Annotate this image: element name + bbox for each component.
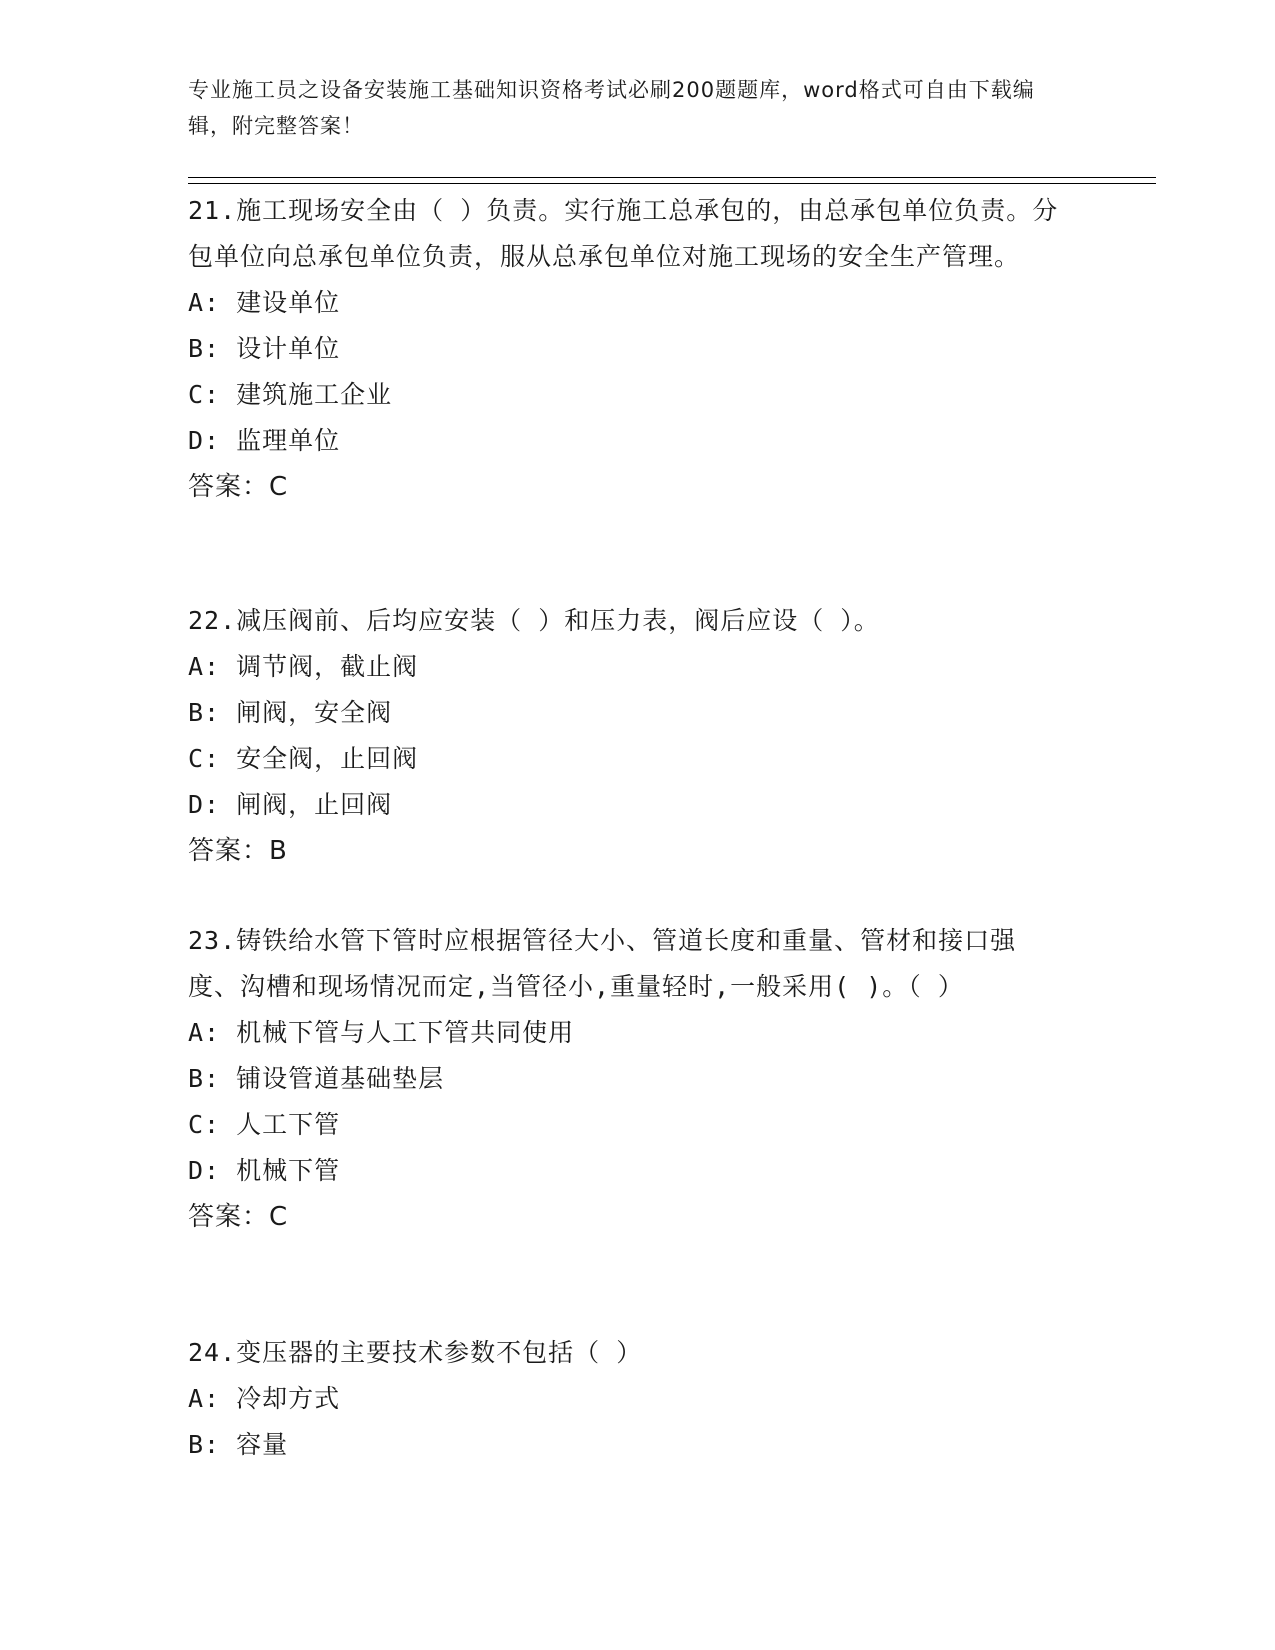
option-b: B: 铺设管道基础垫层 (188, 1064, 445, 1093)
document-header: 专业施工员之设备安装施工基础知识资格考试必刷200题题库，word格式可自由下载编辑，附完整答案！ (188, 78, 1035, 138)
question-22 (188, 598, 1068, 874)
answer-line: 答案：C (188, 472, 289, 502)
option-b: B: 设计单位 (188, 334, 341, 363)
question-21 (188, 188, 1068, 510)
option-b: B: 容量 (188, 1430, 289, 1459)
question-text: 24.变压器的主要技术参数不包括（ ） (188, 1338, 643, 1367)
option-c: C: 建筑施工企业 (188, 380, 393, 409)
option-a: A: 机械下管与人工下管共同使用 (188, 1018, 575, 1047)
question-24 (188, 1330, 1068, 1468)
question-text: 21.施工现场安全由（ ）负责。实行施工总承包的，由总承包单位负责。分包单位向总承包单位负责，服从总承包单位对施工现场的安全生产管理。 (188, 196, 1059, 271)
header-divider-bottom (188, 183, 1156, 184)
header-divider-top (188, 177, 1156, 178)
option-c: C: 人工下管 (188, 1110, 341, 1139)
option-d: D: 监理单位 (188, 426, 341, 455)
answer-line: 答案：B (188, 836, 288, 866)
option-d: D: 机械下管 (188, 1156, 341, 1185)
option-d: D: 闸阀，止回阀 (188, 790, 393, 819)
option-b: B: 闸阀，安全阀 (188, 698, 393, 727)
option-a: A: 调节阀，截止阀 (188, 652, 419, 681)
option-a: A: 建设单位 (188, 288, 341, 317)
answer-line: 答案：C (188, 1202, 289, 1232)
question-23 (188, 918, 1068, 1240)
question-text: 22.减压阀前、后均应安装（ ）和压力表，阀后应设（ ）。 (188, 606, 880, 635)
option-c: C: 安全阀，止回阀 (188, 744, 419, 773)
question-text: 23.铸铁给水管下管时应根据管径大小、管道长度和重量、管材和接口强度、沟槽和现场情况而定,当管径小,重量轻时,一般采用( )。（ ） (188, 926, 1017, 1001)
option-a: A: 冷却方式 (188, 1384, 341, 1413)
